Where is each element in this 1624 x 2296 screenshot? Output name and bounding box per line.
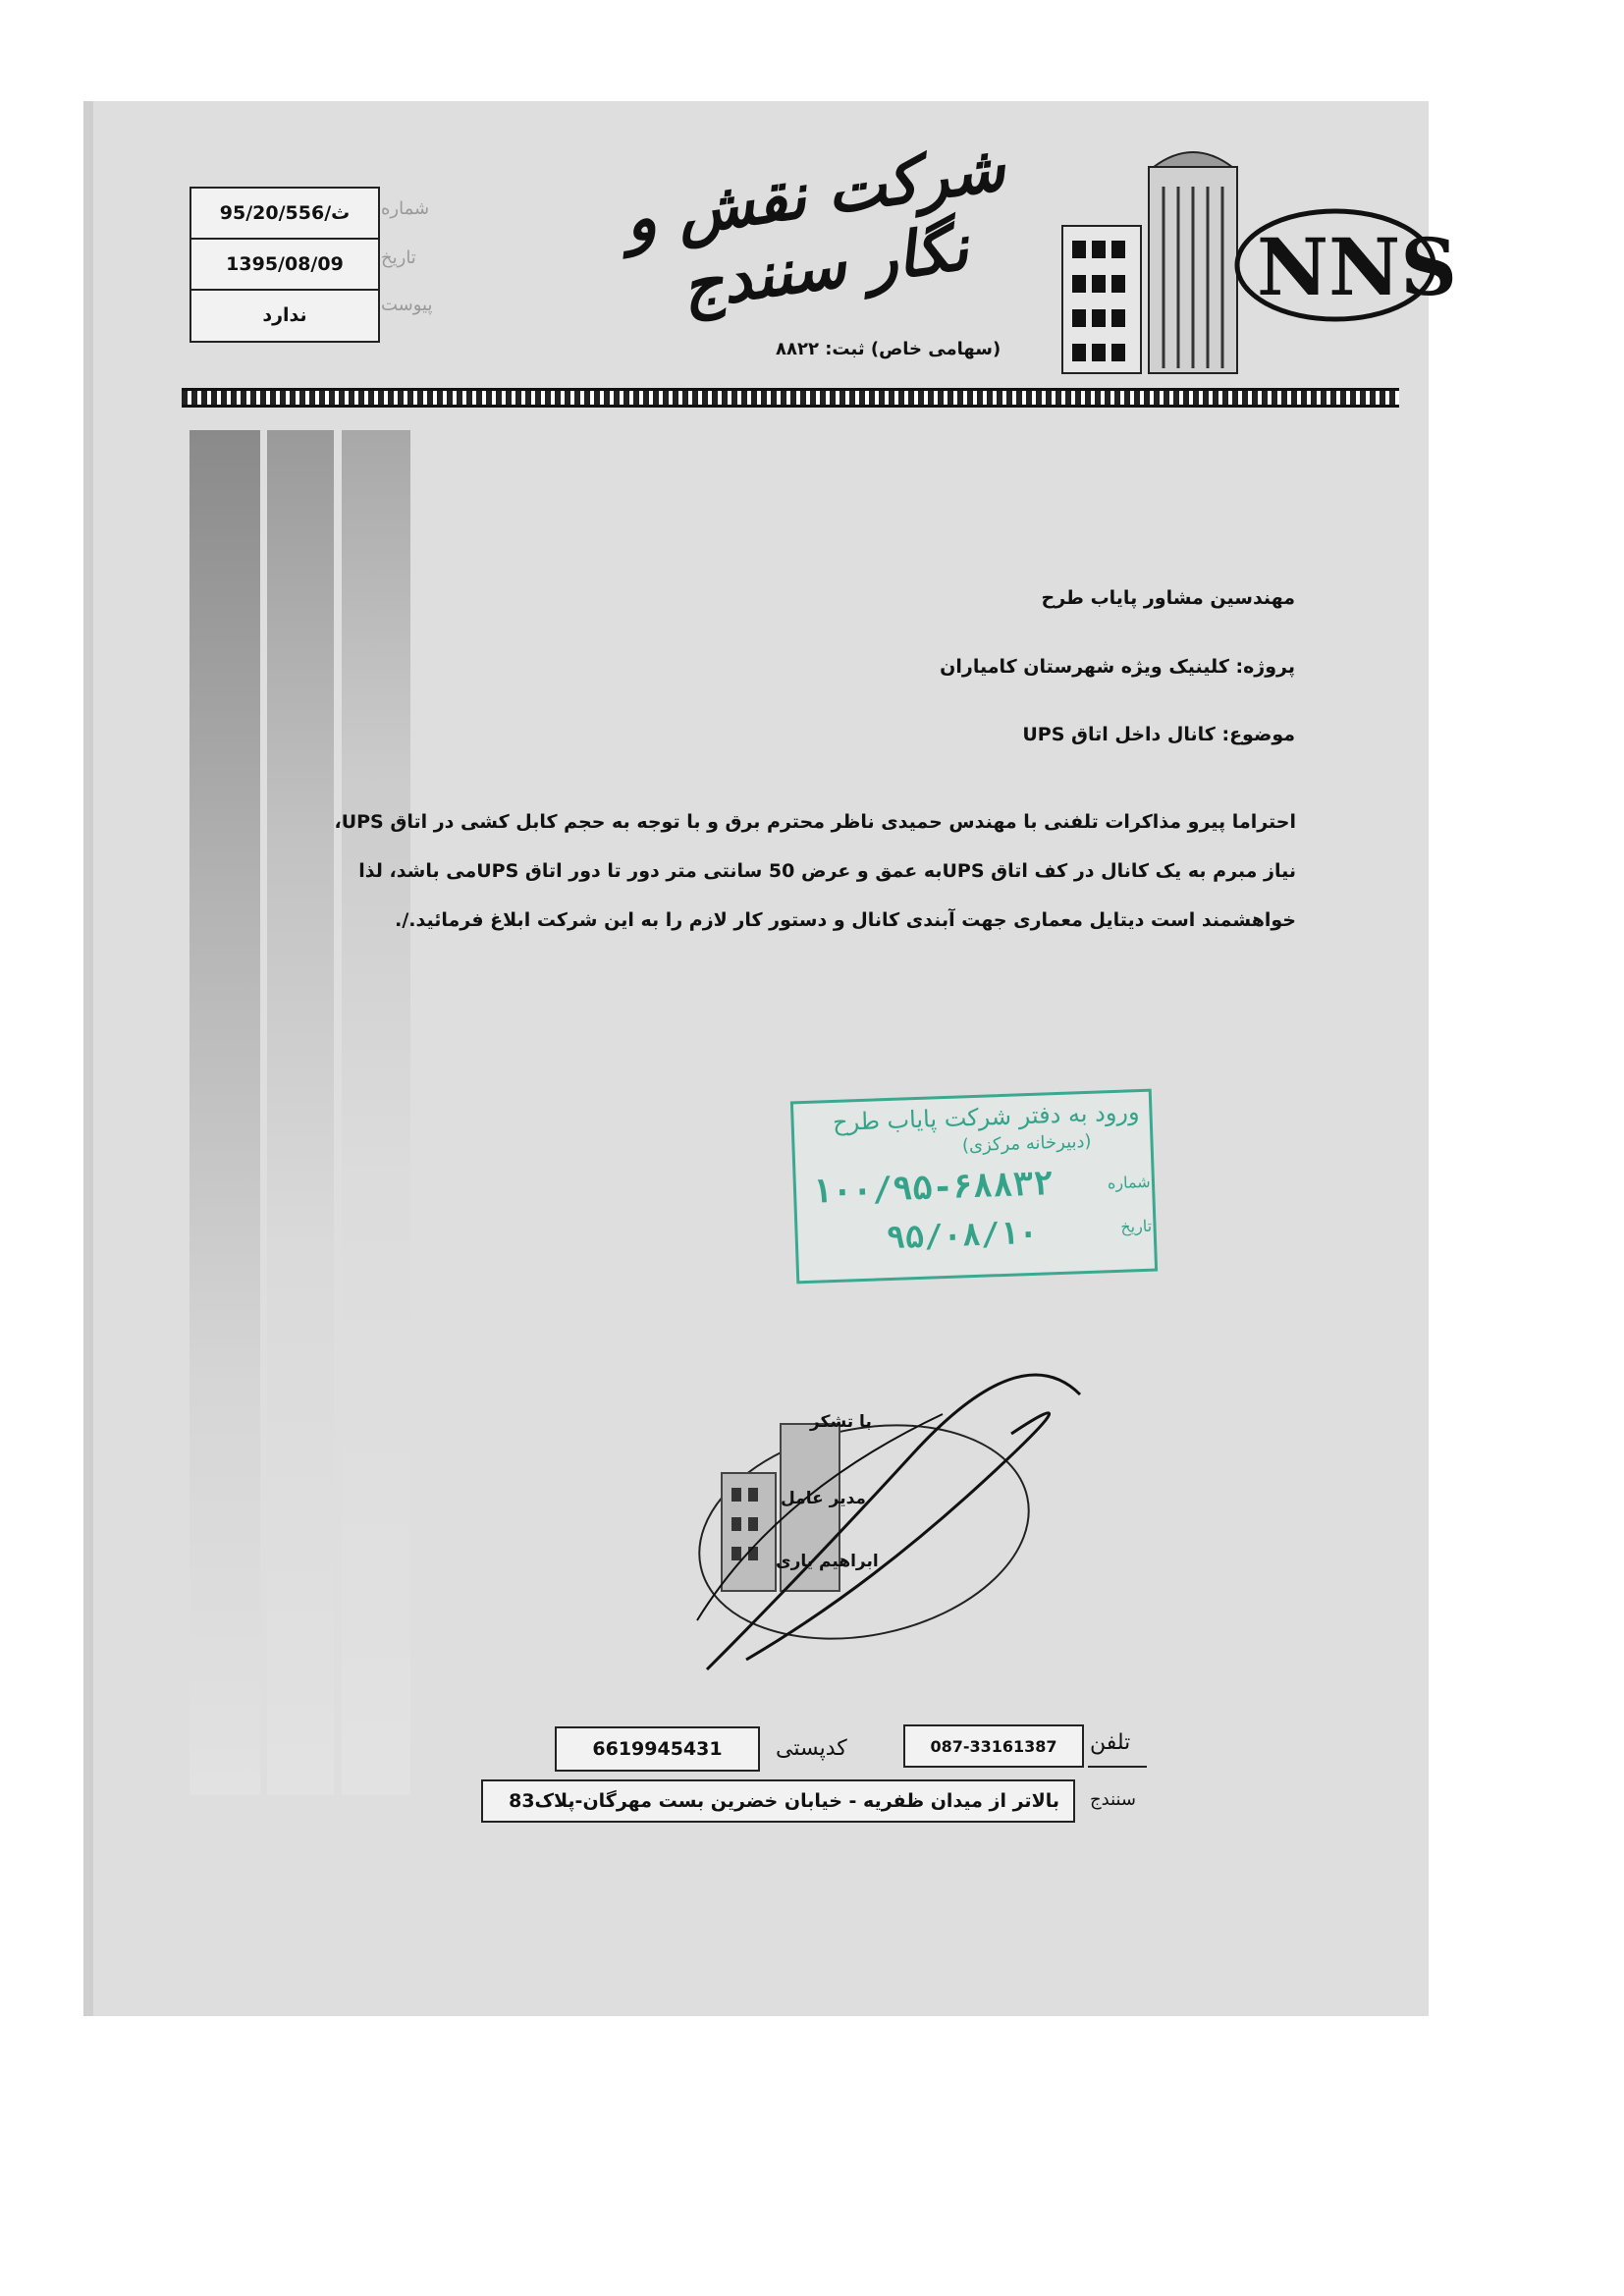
letter-project: پروژه: کلینیک ویژه شهرستان کامیاران: [940, 656, 1295, 678]
header-divider: [182, 388, 1399, 408]
footer-divider: [1088, 1766, 1147, 1768]
decorative-stripe: [267, 430, 334, 1795]
signature-name: ابراهیم یاری: [776, 1552, 879, 1571]
letter-body: احتراما پیرو مذاکرات تلفنی با مهندس حمیدی ناظر محترم برق و با توجه به حجم کابل کشی در اتاق UPS، نیاز مبرم به یک کانال در کف اتاق UPSبه عمق و عرض 50 سانتی متر دور تا دور اتاق UPSمی باشد، لذا خواهشمند است دیتایل معماری جهت آبندی کانال و دستور کار لازم را به این شرکت ابلاغ فرمائید./.: [334, 811, 1296, 931]
company-name: شرکت نقش و نگار سنندج: [620, 131, 1009, 324]
stamp-number: ۱۰۰/۹۵-۶۸۸۳۲: [811, 1164, 1055, 1212]
logo-text: NNS: [1257, 221, 1458, 313]
company-logo-icon: [1060, 137, 1458, 373]
stamp-number-label: شماره:: [1107, 1172, 1157, 1193]
letter-addressee: مهندسین مشاور پایاب طرح: [1041, 587, 1295, 609]
stamp-title: ورود به دفتر شرکت پایاب طرح: [832, 1098, 1140, 1136]
attachment-label: پیوست: [381, 295, 433, 315]
phone-box: 087-33161387: [903, 1724, 1084, 1768]
letter-date: 1395/08/09: [191, 240, 378, 291]
stamp-date-label: تاریخ:: [1119, 1216, 1158, 1236]
company-registration: (سهامی خاص) ثبت: ۸۸۲۲: [776, 339, 1001, 359]
decorative-stripe: [189, 430, 260, 1795]
stamp-subtitle: (دبیرخانه مرکزی): [961, 1130, 1092, 1157]
city-label: سنندج: [1090, 1789, 1137, 1810]
number-label: شماره: [381, 198, 430, 219]
received-stamp: [790, 1089, 1158, 1285]
decorative-stripe: [342, 430, 410, 1795]
postal-code-box: 6619945431: [555, 1726, 760, 1772]
letter-meta-box: [189, 187, 380, 343]
date-label: تاریخ: [381, 247, 416, 268]
phone-label: تلفن: [1090, 1730, 1131, 1755]
signature-seal-icon: [687, 1375, 1100, 1689]
signature-closing: با تشکر: [810, 1412, 872, 1432]
letter-attachment: ندارد: [262, 304, 307, 326]
address-box: بالاتر از میدان ظفریه - خیابان خضرین بست مهرگان-پلاک83: [481, 1779, 1075, 1823]
letter-number: 95/20/ث/556: [191, 189, 378, 240]
postal-code-label: کدپستی: [776, 1736, 847, 1761]
stamp-date: ۹۵/۰۸/۱۰: [886, 1213, 1039, 1257]
signature-title: مدیر عامل: [781, 1489, 866, 1508]
letter-subject: موضوع: کانال داخل اتاق UPS: [1022, 724, 1295, 745]
